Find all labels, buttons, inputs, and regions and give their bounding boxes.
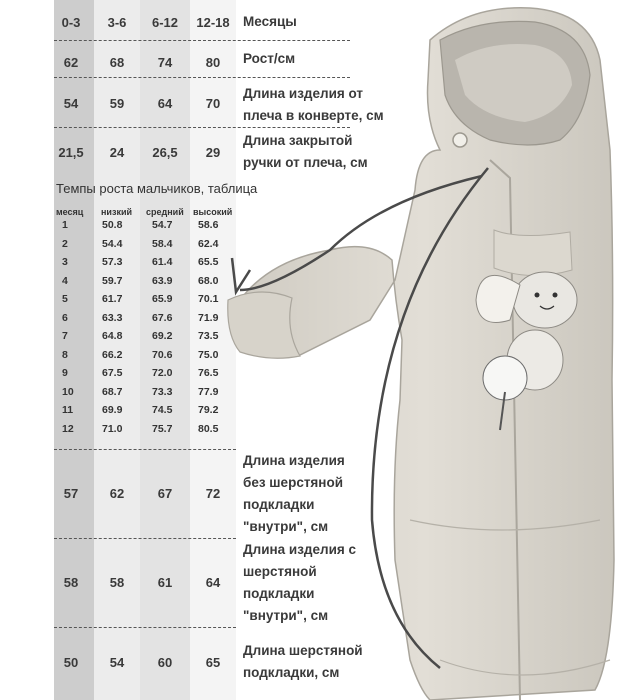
growth-table-cell: 68.7 (102, 385, 123, 398)
growth-table-row (56, 423, 236, 442)
growth-table-cell: 69.2 (152, 330, 173, 342)
growth-table-cell: 58.4 (152, 237, 173, 250)
growth-table-cell: 74.5 (152, 404, 173, 416)
growth-table-cell: 61.4 (152, 256, 173, 268)
growth-table-cell: 6 (62, 311, 68, 324)
no-lining-length-label: Длина изделия без шерстяной подкладки "внутри", см (243, 453, 345, 534)
with-lining-length-value: 61 (157, 575, 173, 590)
height-value: 74 (157, 55, 173, 70)
growth-table-row (56, 330, 236, 349)
growth-table-title: Темпы роста мальчиков, таблица (56, 181, 258, 196)
growth-table-cell: 63.3 (102, 311, 123, 324)
growth-table-cell: 65.9 (152, 293, 173, 305)
lining-length-value: 54 (109, 655, 125, 670)
no-lining-length-value: 57 (63, 486, 79, 501)
growth-table-cell: 67.6 (152, 311, 173, 324)
size-col-3-6: 3-6 (107, 15, 127, 30)
growth-table-cell: 75.0 (198, 348, 219, 361)
growth-table-cell: 72.0 (152, 367, 173, 379)
growth-table-cell: 62.4 (198, 237, 219, 250)
growth-table-cell: 64.8 (102, 330, 123, 342)
separator (54, 449, 236, 450)
height-value: 68 (109, 55, 125, 70)
no-lining-length-value: 72 (205, 486, 221, 501)
growth-table-cell: 77.9 (198, 385, 219, 398)
growth-table-row (56, 312, 236, 331)
growth-table-row (56, 238, 236, 257)
sleeve-length-value: 24 (109, 145, 125, 160)
size-col-0-3: 0-3 (61, 15, 81, 30)
with-lining-length-value: 58 (63, 575, 79, 590)
growth-table-cell: 73.5 (198, 330, 219, 342)
separator (54, 77, 350, 78)
growth-header-month: месяц (56, 207, 84, 217)
growth-table-cell: 59.7 (102, 274, 123, 287)
size-col-12-18: 12-18 (196, 15, 230, 30)
growth-table-cell: 12 (62, 422, 74, 435)
growth-table-cell: 67.5 (102, 367, 123, 379)
growth-table-cell: 9 (62, 367, 68, 379)
growth-table-cell: 69.9 (102, 404, 123, 416)
growth-table-cell: 8 (62, 348, 68, 361)
growth-table-cell: 57.3 (102, 256, 123, 268)
growth-table-cell: 3 (62, 256, 68, 268)
growth-table-cell: 79.2 (198, 404, 219, 416)
separator (54, 538, 236, 539)
growth-table-cell: 54.4 (102, 237, 123, 250)
height-label: Рост/см (243, 51, 296, 66)
months-label: Месяцы (243, 14, 297, 29)
with-lining-length-label: Длина изделия с шерстяной подкладки "внутри", см (243, 542, 357, 623)
growth-table-cell: 61.7 (102, 293, 123, 305)
lining-length-value: 65 (205, 655, 221, 670)
growth-table-cell: 58.6 (198, 219, 219, 231)
sleeve-length-value: 29 (205, 145, 221, 160)
growth-table-row (56, 386, 236, 405)
growth-table-cell: 70.1 (198, 293, 219, 305)
no-lining-length-value: 62 (109, 486, 125, 501)
growth-table-row (56, 293, 236, 312)
growth-table-cell: 71.9 (198, 311, 219, 324)
height-value: 80 (205, 55, 221, 70)
growth-table-cell: 63.9 (152, 274, 173, 287)
growth-table-row (56, 349, 236, 368)
growth-table-cell: 2 (62, 237, 68, 250)
growth-table-cell: 75.7 (152, 422, 173, 435)
envelope-length-value: 59 (109, 96, 125, 111)
growth-table-cell: 54.7 (152, 219, 173, 231)
growth-table-cell: 65.5 (198, 256, 219, 268)
growth-table-cell: 4 (62, 274, 68, 287)
growth-table-row (56, 256, 236, 275)
growth-table-cell: 10 (62, 385, 74, 398)
growth-table-cell: 73.3 (152, 385, 173, 398)
envelope-length-value: 54 (63, 96, 79, 111)
growth-table-cell: 5 (62, 293, 68, 305)
growth-header-high: высокий (193, 207, 233, 217)
envelope-length-value: 70 (205, 96, 221, 111)
envelope-length-value: 64 (157, 96, 173, 111)
growth-table-row (56, 404, 236, 423)
envelope-length-label: Длина изделия от плеча в конверте, см (243, 86, 384, 123)
with-lining-length-value: 64 (205, 575, 221, 590)
separator (54, 40, 350, 41)
separator (54, 627, 236, 628)
height-value: 62 (63, 55, 79, 70)
growth-table-cell: 11 (62, 404, 74, 416)
size-col-6-12: 6-12 (151, 15, 179, 30)
growth-table-cell: 1 (62, 219, 68, 231)
sleeve-length-value: 21,5 (58, 145, 84, 160)
growth-header-low: низкий (101, 207, 133, 217)
lining-length-value: 50 (63, 655, 79, 670)
growth-table-cell: 71.0 (102, 422, 123, 435)
growth-table-row (56, 219, 236, 238)
lining-length-label: Длина шерстяной подкладки, см (243, 643, 363, 680)
lining-length-value: 60 (157, 655, 173, 670)
no-lining-length-value: 67 (157, 486, 173, 501)
growth-header-mid: средний (146, 207, 184, 217)
growth-table-cell: 7 (62, 330, 68, 342)
growth-table-row (56, 367, 236, 386)
growth-table-cell: 66.2 (102, 348, 123, 361)
growth-table-cell: 68.0 (198, 274, 219, 287)
separator (54, 127, 350, 128)
growth-table-cell: 76.5 (198, 367, 219, 379)
with-lining-length-value: 58 (109, 575, 125, 590)
growth-table-cell: 80.5 (198, 422, 219, 435)
sleeve-length-label: Длина закрытой ручки от плеча, см (243, 133, 368, 170)
growth-table-row (56, 275, 236, 294)
growth-table-cell: 70.6 (152, 348, 173, 361)
growth-table-cell: 50.8 (102, 219, 123, 231)
sleeve-length-value: 26,5 (152, 145, 178, 160)
